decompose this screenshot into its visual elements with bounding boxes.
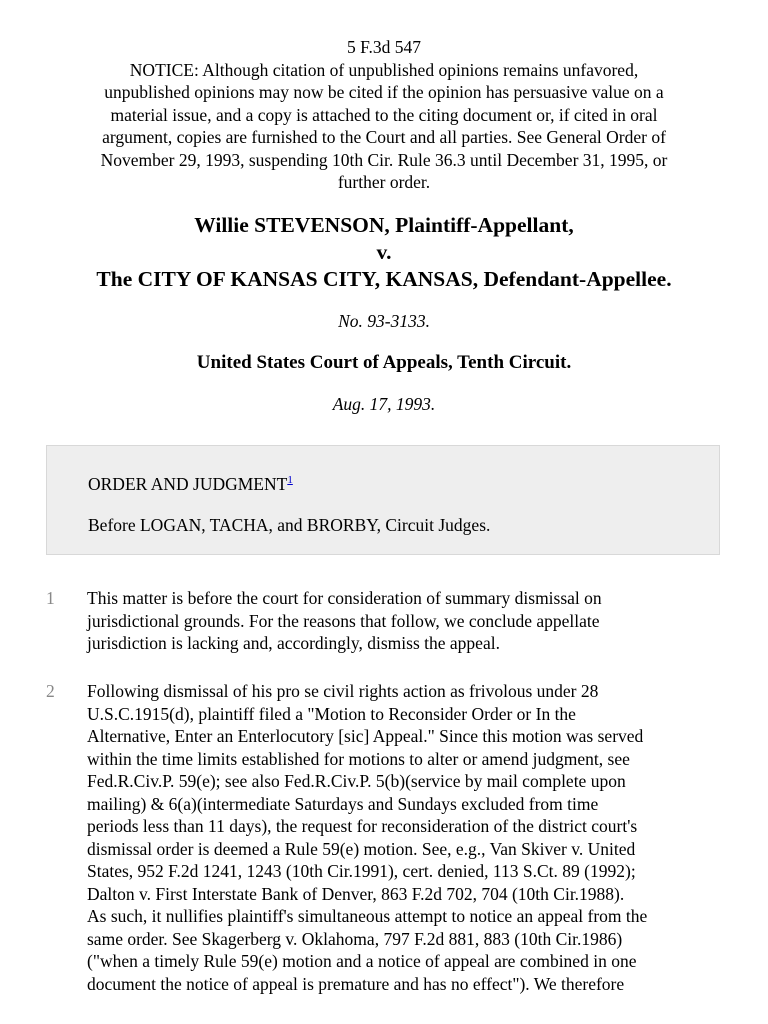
notice-line: material issue, and a copy is attached to the citing document or, if cited in oral [110, 104, 658, 125]
paragraph-text [87, 680, 727, 995]
text-line: dismissal order is deemed a Rule 59(e) motion. See, e.g., Van Skiver v. United [87, 838, 636, 859]
panel-judges: Before LOGAN, TACHA, and BRORBY, Circuit Judges. [88, 515, 491, 535]
footnote-link[interactable]: 1 [287, 474, 293, 487]
order-title-text: ORDER AND JUDGMENT [88, 474, 288, 494]
text-line: periods less than 11 days), the request for reconsideration of the district court's [87, 816, 638, 836]
paragraph-number: 2 [46, 681, 55, 701]
text-line: U.S.C.1915(d), plaintiff filed a "Motion to Reconsider Order or In the [87, 703, 576, 724]
text-line: mailing) & 6(a)(intermediate Saturdays and Sundays excluded from time [87, 793, 599, 814]
versus: v. [376, 239, 392, 264]
notice-line: November 29, 1993, suspending 10th Cir. Rule 36.3 until December 31, 1995, or [100, 149, 668, 170]
text-line: This matter is before the court for consideration of summary dismissal on [87, 588, 602, 608]
court-name: United States Court of Appeals, Tenth Circuit. [196, 351, 572, 373]
text-line: jurisdictional grounds. For the reasons that follow, we conclude appellate [87, 610, 600, 631]
text-line: jurisdiction is lacking and, accordingly, dismiss the appeal. [87, 633, 500, 653]
order-box [46, 445, 720, 555]
text-line: Following dismissal of his pro se civil rights action as frivolous under 28 [87, 681, 599, 701]
plaintiff-name: Willie STEVENSON, Plaintiff-Appellant, [194, 212, 574, 237]
text-line: ("when a timely Rule 59(e) motion and a notice of appeal are combined in one [87, 951, 637, 971]
docket-number: No. 93-3133. [338, 310, 430, 331]
order-title [88, 474, 293, 495]
decision-date: Aug. 17, 1993. [332, 393, 436, 414]
paragraph-text [87, 587, 727, 655]
citation: 5 F.3d 547 [347, 37, 421, 57]
text-line: same order. See Skagerberg v. Oklahoma, 797 F.2d 881, 883 (10th Cir.1986) [87, 928, 623, 949]
text-line: As such, it nullifies plaintiff's simultaneous attempt to notice an appeal from the [87, 906, 648, 926]
text-line: within the time limits established for motions to alter or amend judgment, see [87, 748, 630, 769]
defendant-name: The CITY OF KANSAS CITY, KANSAS, Defendant-Appellee. [96, 266, 672, 291]
text-line: document the notice of appeal is premature and has no effect"). We therefore [87, 973, 625, 994]
text-line: Fed.R.Civ.P. 59(e); see also Fed.R.Civ.P. 5(b)(service by mail complete upon [87, 771, 626, 791]
text-line: Alternative, Enter an Enterlocutory [sic] Appeal." Since this motion was served [87, 726, 644, 746]
notice-line: unpublished opinions may now be cited if the opinion has persuasive value on a [104, 82, 664, 102]
text-line: States, 952 F.2d 1241, 1243 (10th Cir.1991), cert. denied, 113 S.Ct. 89 (1992); [87, 861, 636, 881]
paragraph-number: 1 [46, 588, 55, 608]
text-line: Dalton v. First Interstate Bank of Denver, 863 F.2d 702, 704 (10th Cir.1988). [87, 883, 625, 904]
case-caption [0, 212, 768, 293]
notice-line: NOTICE: Although citation of unpublished opinions remains unfavored, [129, 59, 639, 80]
notice-line: argument, copies are furnished to the Court and all parties. See General Order of [102, 127, 666, 147]
notice-line: further order. [337, 172, 431, 192]
notice-header [0, 0, 768, 194]
